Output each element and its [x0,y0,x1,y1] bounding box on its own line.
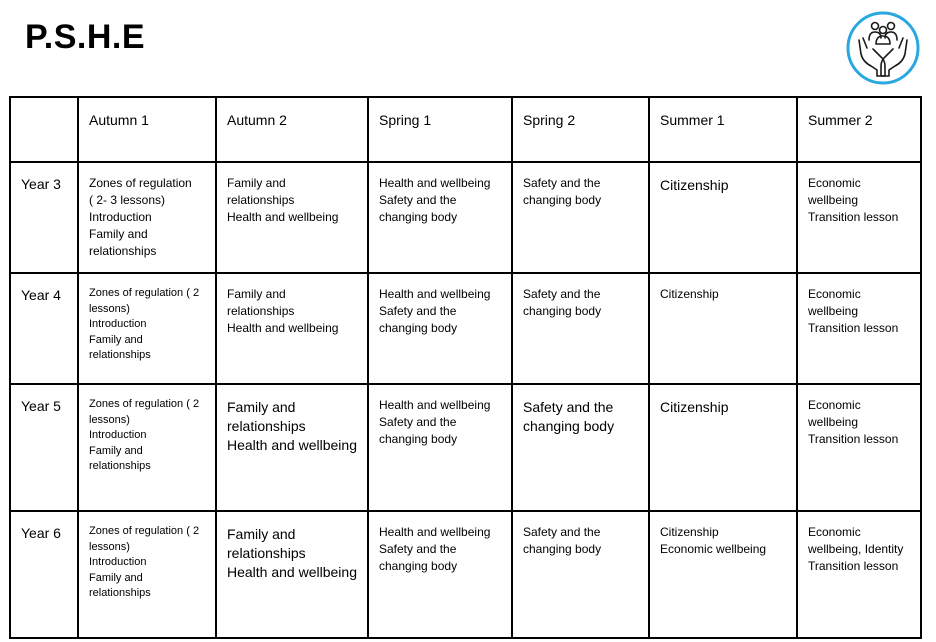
column-header-spring-2: Spring 2 [512,97,649,162]
table-cell: Zones of regulation ( 2 lessons) Introduction Family and relationships [78,273,216,384]
table-cell: Health and wellbeing Safety and the changing body [368,162,512,273]
table-cell: Safety and the changing body [512,162,649,273]
column-header-autumn-2: Autumn 2 [216,97,368,162]
table-row [10,511,921,638]
table-cell: Family and relationships Health and wellbeing [216,384,368,511]
row-label: Year 4 [10,273,78,384]
table-cell: Zones of regulation ( 2 lessons) Introduction Family and relationships [78,384,216,511]
table-cell: Health and wellbeing Safety and the changing body [368,511,512,638]
table-cell: Health and wellbeing Safety and the changing body [368,384,512,511]
table-row [10,162,921,273]
column-header-summer-1: Summer 1 [649,97,797,162]
table-cell: Citizenship [649,162,797,273]
table-cell: Economic wellbeing Transition lesson [797,162,921,273]
column-header-spring-1: Spring 1 [368,97,512,162]
table-cell: Citizenship Economic wellbeing [649,511,797,638]
table-cell: Safety and the changing body [512,384,649,511]
row-label: Year 3 [10,162,78,273]
table-cell: Citizenship [649,384,797,511]
hands-holding-people-icon [845,10,921,86]
table-cell: Citizenship [649,273,797,384]
table-cell: Economic wellbeing Transition lesson [797,273,921,384]
table-cell: Zones of regulation ( 2 lessons) Introduction Family and relationships [78,511,216,638]
curriculum-table [9,96,922,639]
header-row [10,97,921,162]
table-cell: Safety and the changing body [512,273,649,384]
table-cell: Economic wellbeing Transition lesson [797,384,921,511]
table-cell: Family and relationships Health and wellbeing [216,273,368,384]
table-cell: Family and relationships Health and wellbeing [216,162,368,273]
page-title: P.S.H.E [25,18,146,56]
table-cell: Family and relationships Health and wellbeing [216,511,368,638]
table-cell: Economic wellbeing, Identity Transition lesson [797,511,921,638]
table-row [10,273,921,384]
row-label: Year 6 [10,511,78,638]
column-header [10,97,78,162]
column-header-summer-2: Summer 2 [797,97,921,162]
row-label: Year 5 [10,384,78,511]
table-cell: Health and wellbeing Safety and the changing body [368,273,512,384]
column-header-autumn-1: Autumn 1 [78,97,216,162]
table-cell: Safety and the changing body [512,511,649,638]
table-cell: Zones of regulation ( 2- 3 lessons) Introduction Family and relationships [78,162,216,273]
table-row [10,384,921,511]
